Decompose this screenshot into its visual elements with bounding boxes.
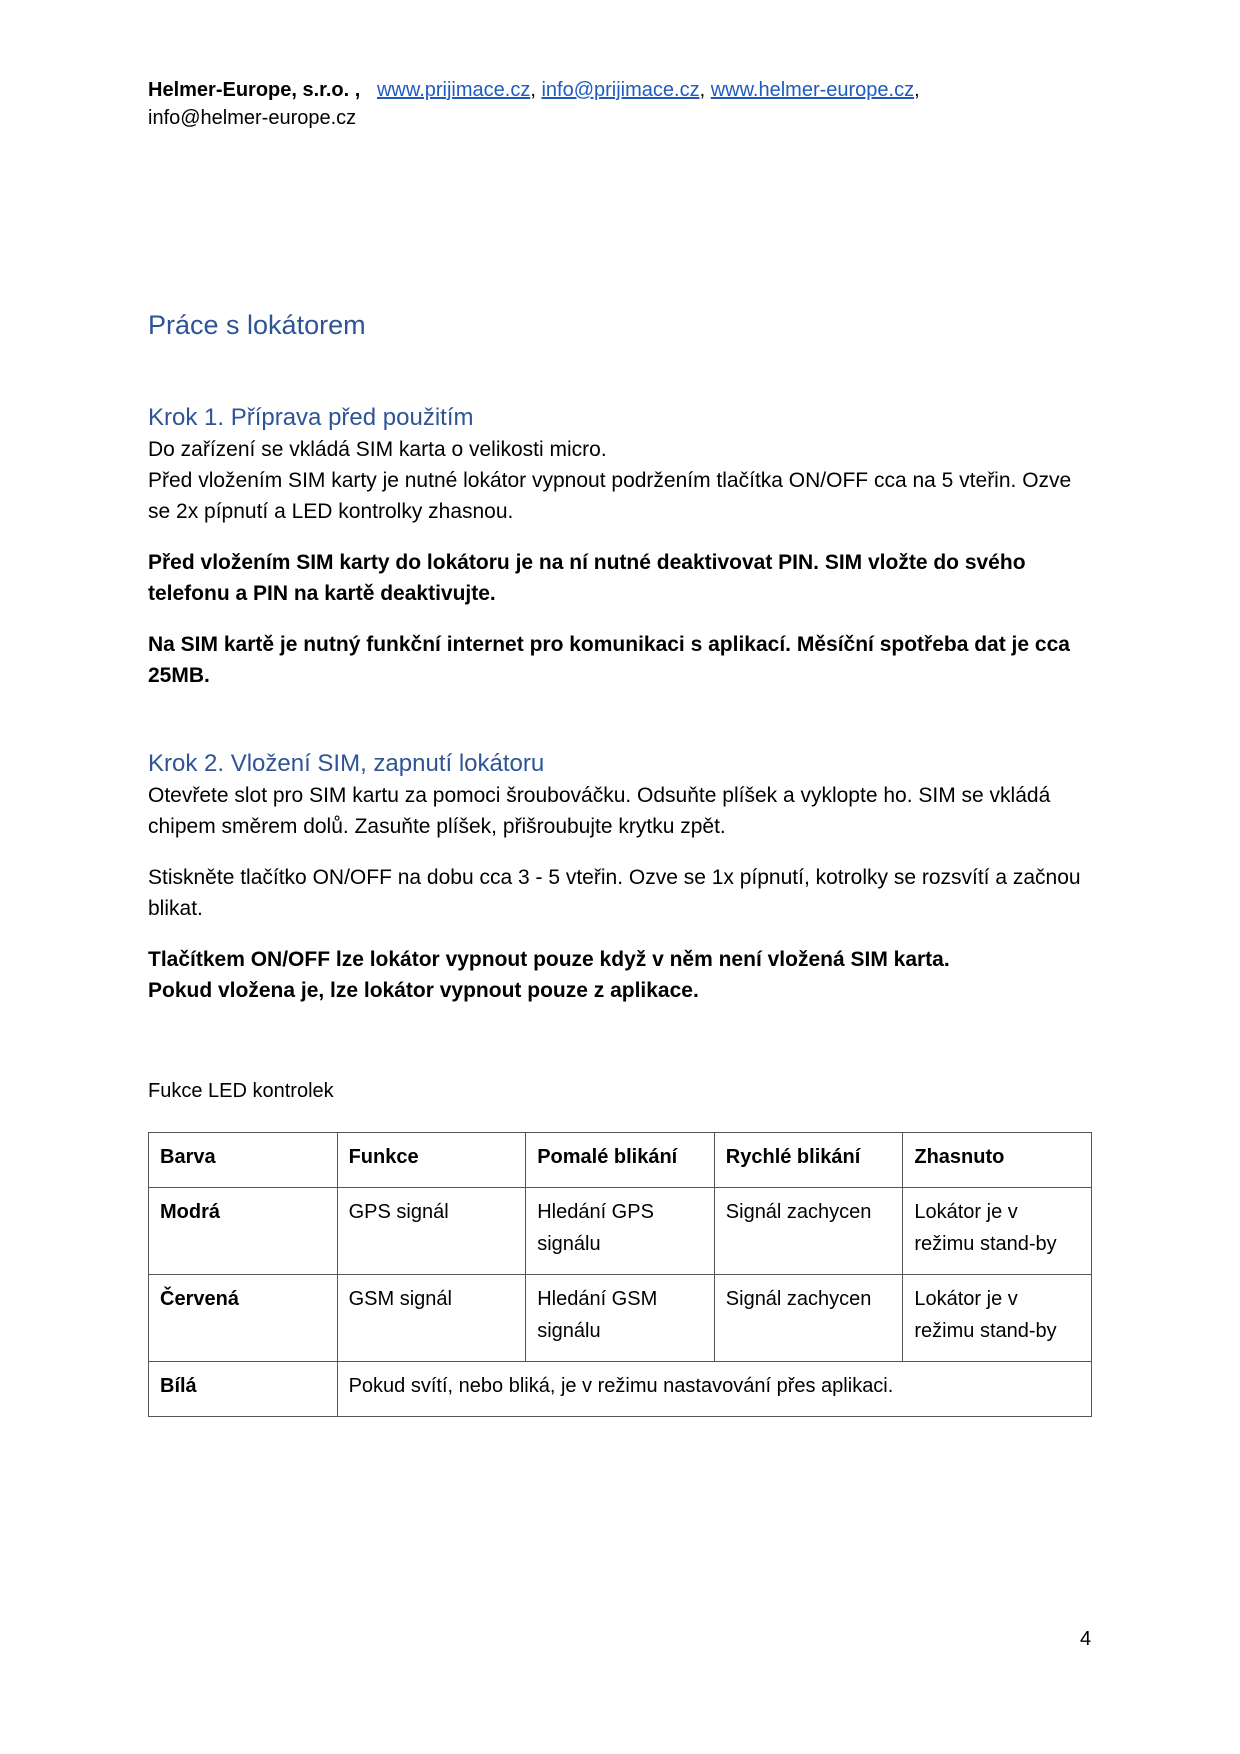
table-cell: Červená [149, 1275, 338, 1362]
step2-para2: Stiskněte tlačítko ON/OFF na dobu cca 3 - 5 vteřin. Ozve se 1x pípnutí, kotrolky se rozsvítí a začnou blikat. [148, 866, 1081, 920]
table-header-row [149, 1133, 1092, 1188]
table-cell: Hledání GPS signálu [526, 1188, 715, 1275]
company-name: Helmer-Europe, s.r.o. , [148, 79, 361, 101]
step1-pin-note: Před vložením SIM karty do lokátoru je na ní nutné deaktivovat PIN. SIM vložte do svého telefonu a PIN na kartě deaktivujte. [148, 551, 1026, 605]
table-cell: Modrá [149, 1188, 338, 1275]
step1-line1: Do zařízení se vkládá SIM karta o velikosti micro. [148, 438, 607, 461]
step2-para1: Otevřete slot pro SIM kartu za pomoci šroubováčku. Odsuňte plíšek a vyklopte ho. SIM se vkládá chipem směrem dolů. Zasuňte plíšek, přišroubujte krytku zpět. [148, 784, 1051, 838]
page-title: Práce s lokátorem [148, 310, 366, 340]
table-cell: Bílá [149, 1362, 338, 1417]
table-caption: Fukce LED kontrolek [148, 1080, 334, 1102]
table-cell: Signál zachycen [714, 1275, 903, 1362]
step1-internet-note: Na SIM kartě je nutný funkční internet pro komunikaci s aplikací. Měsíční spotřeba dat je cca 25MB. [148, 633, 1070, 687]
page-header: Helmer-Europe, s.r.o. , www.prijimace.cz, info@prijimace.cz, www.helmer-europe.cz, info@helmer-europe.cz [148, 79, 920, 129]
header-email: info@helmer-europe.cz [148, 107, 357, 129]
header-cell: Pomalé blikání [526, 1133, 715, 1188]
table-row [149, 1362, 1092, 1417]
table-row [149, 1275, 1092, 1362]
link-helmer-europe[interactable]: www.helmer-europe.cz [710, 79, 915, 101]
header-cell: Zhasnuto [903, 1133, 1092, 1188]
step2-heading: Krok 2. Vložení SIM, zapnutí lokátoru [148, 750, 545, 777]
link-prijimace[interactable]: www.prijimace.cz [376, 79, 531, 101]
table-row [149, 1188, 1092, 1275]
step2-app-note: Pokud vložena je, lze lokátor vypnout pouze z aplikace. [148, 979, 699, 1002]
table-cell: Lokátor je v režimu stand-by [903, 1275, 1092, 1362]
header-cell: Barva [149, 1133, 338, 1188]
table-cell: Signál zachycen [714, 1188, 903, 1275]
step2-onoff-note: Tlačítkem ON/OFF lze lokátor vypnout pouze když v něm není vložená SIM karta. [148, 948, 950, 971]
led-table [148, 1132, 1092, 1417]
table-cell: Hledání GSM signálu [526, 1275, 715, 1362]
link-email-prijimace[interactable]: info@prijimace.cz [541, 79, 700, 101]
table-cell: GPS signál [337, 1188, 526, 1275]
step2-section [148, 748, 1088, 1006]
table-cell: Lokátor je v režimu stand-by [903, 1188, 1092, 1275]
step1-line2: Před vložením SIM karty je nutné lokátor vypnout podržením tlačítka ON/OFF cca na 5 vteřin. Ozve se 2x pípnutí a LED kontrolky zhasnou. [148, 469, 1072, 523]
step1-heading: Krok 1. Příprava před použitím [148, 404, 474, 431]
table-cell-merged: Pokud svítí, nebo bliká, je v režimu nastavování přes aplikaci. [337, 1362, 1091, 1417]
header-cell: Funkce [337, 1133, 526, 1188]
header-cell: Rychlé blikání [714, 1133, 903, 1188]
step1-section [148, 402, 1088, 691]
table-cell: GSM signál [337, 1275, 526, 1362]
page-number: 4 [1080, 1628, 1092, 1650]
